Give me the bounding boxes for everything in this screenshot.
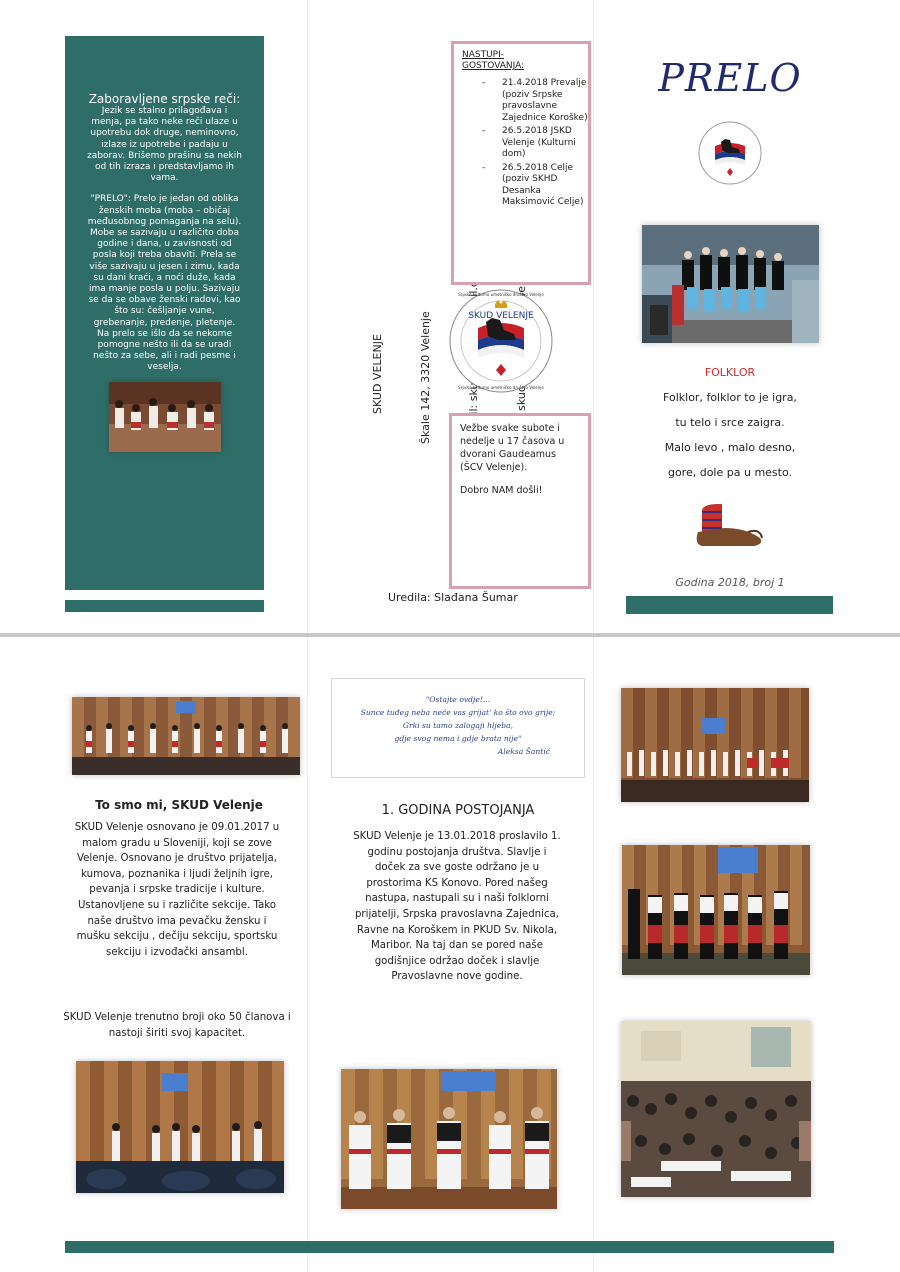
poem-line: tu telo i srce zaigra. — [675, 416, 785, 429]
teal-bar-bottom — [65, 1241, 834, 1253]
logo-ring-text: Srpsko kulturno umetničko društvo Velenje — [458, 292, 544, 297]
opanak-shoe-photo — [688, 498, 768, 554]
celebration-hall-photo — [621, 1021, 811, 1197]
logo-bottom-text: Srpsko kulturno umetničko društvo Velenje — [458, 385, 544, 390]
cover-logo — [697, 120, 763, 186]
quote-line: Grki su tamo zalogaji hljeba, — [402, 721, 514, 730]
folklor-poem — [630, 385, 830, 485]
performance-item: - 26.5.2018 JSKD Velenje (Kulturni dom) — [472, 126, 588, 161]
quote-author: Aleksa Šantić — [497, 747, 550, 756]
folklor-title: FOLKLOR — [704, 366, 756, 379]
quote-line: gdje svog nema i gdje brata nije" — [394, 734, 522, 743]
ensemble-stage-photo-3 — [621, 688, 809, 802]
performances-list — [454, 78, 588, 209]
mens-group-photo — [341, 1069, 557, 1209]
cover-group-photo — [642, 225, 819, 343]
welcome-text: Dobro NAM došli! — [460, 485, 543, 496]
anniversary-heading: 1. GODINA POSTOJANJA — [381, 803, 535, 818]
contact-address: Škale 142, 3320 Velenje — [419, 311, 432, 444]
performance-item: - 26.5.2018 Celje (poziv SKHD Desanka Maksimović Celje) — [472, 163, 588, 209]
logo-band-text: SKUD VELENJE — [468, 311, 534, 321]
teal-bar-left — [65, 600, 264, 612]
performances-box — [451, 41, 591, 285]
editor-credit: Uredila: Slađana Šumar — [388, 591, 518, 604]
practice-box — [449, 413, 591, 589]
forgotten-words-heading: Zaboravljene srpske reči: — [88, 92, 241, 106]
prelo-definition: "PRELO": Prelo je jedan od oblika ženskih moba (moba – običaj međusobnog pomaganja na selu). Mobe se sazivaju u različito doba godine i dana, u zavisnosti od posla koji treba obaviti. Prela se više sazivaju u jesen i zimu, kada su dani kraći, a noći duže, kada ima manje posla u polju. Sazivaju se da se obave ženski radovi, kao što su: češljanje vune, grebenanje, predenje, pletenje. Na prelo se išlo da se nekome pomogne nešto ili da se uradi nešto za sebe, ali i radi pesme i veselja. — [87, 194, 242, 373]
poem-line: Folklor, folklor to je igra, — [663, 391, 797, 404]
teal-bar-right — [626, 596, 833, 614]
prelo-photo — [109, 382, 221, 452]
forgotten-words-panel — [65, 36, 264, 590]
quote-line: "Ostajte ovdje!... — [425, 695, 491, 704]
contact-name: SKUD VELENJE — [371, 334, 384, 414]
ensemble-stage-photo-1 — [72, 697, 300, 775]
santic-quote — [331, 678, 585, 778]
poem-line: Malo levo , malo desno, — [664, 441, 796, 454]
newsletter-title: PRELO — [658, 56, 802, 100]
anniversary-text: SKUD Velenje je 13.01.2018 proslavilo 1. godinu postojanja društva. Slavlje i doček za sve goste održano je u prostorima KS Konovo. Pored našeg nastupa, nastupali su i naši folklorni prijatelji, Srpska pravoslavna Zajednica, Ravne na Koroškem in PKUD Sv. Nikola, Maribor. Na taj dan se pored naše godišnjice održao doček i slavlje Pravoslavne nove godine. — [353, 831, 561, 983]
members-paragraph: SKUD Velenje trenutno broji oko 50 članova i nastoji širiti svoj kapacitet. — [63, 1012, 291, 1039]
performance-item: - 21.4.2018 Prevalje (poziv Srpske pravoslavne Zajednice Koroške) — [472, 78, 588, 124]
poem-line: gore, dole pa u mesto. — [667, 466, 793, 479]
quote-line: Sunce tuđeg neba neće vas grijat' ko što ovo grije; — [360, 708, 556, 717]
page-divider — [0, 633, 900, 637]
performances-title: NASTUPI-GOSTOVANJA: — [462, 50, 525, 71]
skud-logo — [448, 288, 554, 394]
about-paragraph: SKUD Velenje osnovano je 09.01.2017 u malom gradu u Sloveniji, koji se zove Velenje. Osnovano je društvo prijatelja, kumova, poznanika i ljudi željnih igre, pevanja i srpske tradicije i kulture. Ustanovljene su i različite sekcije. Tako naše društvo ima pevačku žensku i mušku sekciju , dečiju sekciju, sportsku sekciju i izvođački ansambl. — [74, 822, 280, 958]
about-heading: To smo mi, SKUD Velenje — [95, 798, 263, 812]
forgotten-words-intro: Jezik se stalno prilagođava i menja, pa tako neke reči ulaze u upotrebu dok druge, neminovno, izlaze iz upotrebe i padaju u zaborav. Brišemo prašinu sa nekih od tih izraza i predstavljamo ih vama. — [87, 106, 242, 184]
issue-label: Godina 2018, broj 1 — [675, 576, 785, 589]
practice-schedule: Vežbe svake subote i nedelje u 17 časova u dvorani Gaudeamus (ŠCV Velenje). — [460, 423, 565, 473]
ensemble-stage-photo-2 — [76, 1061, 284, 1193]
womens-group-photo — [622, 845, 810, 975]
